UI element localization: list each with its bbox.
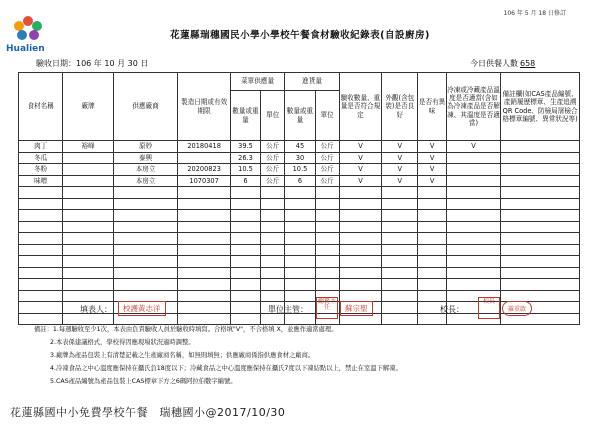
cell-in-qty: 6 [285,175,315,187]
cell-brand [63,244,113,256]
cell-cold [446,152,500,164]
cell-remarks [501,198,580,210]
cell-remarks [501,175,580,187]
header-mfg-date: 製造日期或有效期限 [178,73,230,141]
cell-remarks [501,141,580,153]
cell-odor [418,198,446,210]
filler-label: 填表人： [80,305,112,314]
cell-odor: V [418,175,446,187]
cell-odor: V [418,152,446,164]
cell-odor [418,210,446,222]
table-row [19,141,580,153]
cell-order-unit: 公斤 [261,152,285,164]
logo-text: Hualien [6,44,45,54]
cell-name: 肉丁 [19,141,63,153]
cell-order-qty [230,210,260,222]
note-line: 備註：1.每週驗收至少1次，本表由負責驗收人員於驗收時填寫。合格填"V"，不合格填 X，並應作適當處理。 [34,326,338,333]
header-cold-temp: 冷凍或冷藏產品溫度是否適當(含如為冷凍產品是否解凍、其溫度是否適當) [446,73,500,141]
header-odor: 是否有異味 [418,73,446,141]
cell-brand: 裕峰 [63,141,113,153]
cell-in-qty [285,290,315,302]
cell-in-qty: 45 [285,141,315,153]
cell-package [382,221,418,233]
cell-accept [339,244,381,256]
cell-cold [446,279,500,291]
cell-order-unit [261,244,285,256]
cell-supplier: 本房立 [113,164,178,176]
cell-in-qty [285,244,315,256]
cell-supplier [113,233,178,245]
cell-brand [63,152,113,164]
cell-mfg: 20200823 [178,164,230,176]
header-accept: 驗收數量、重量是否符合規定 [339,73,381,141]
table-row [19,152,580,164]
footer-caption: 花蓮縣國中小免費學校午餐 瑞穗國小@2017/10/30 [10,406,286,419]
cell-accept [339,187,381,199]
cell-remarks [501,187,580,199]
cell-accept [339,221,381,233]
cell-package: V [382,152,418,164]
cell-in-unit [315,210,339,222]
table-row [19,233,580,245]
cell-order-qty [230,233,260,245]
cell-brand [63,233,113,245]
cell-order-qty [230,302,260,314]
header-name: 食材名稱 [19,73,63,141]
cell-brand [63,187,113,199]
cell-cold [446,267,500,279]
cell-remarks [501,152,580,164]
cell-name [19,221,63,233]
cell-supplier: 泰興 [113,152,178,164]
cell-remarks [501,256,580,268]
cell-order-qty [230,244,260,256]
cell-mfg [178,279,230,291]
cell-mfg [178,302,230,314]
cell-supplier [113,187,178,199]
cell-remarks [501,164,580,176]
cell-order-qty: 26.3 [230,152,260,164]
cell-supplier [113,244,178,256]
cell-mfg [178,187,230,199]
cell-name [19,233,63,245]
page-title: 花蓮縣瑞穗國民小學小學校午餐食材驗收紀錄表(自設廚房) [170,30,430,41]
cell-brand [63,221,113,233]
cell-odor [418,233,446,245]
header-in-qty: 數量或重量 [285,91,315,141]
cell-cold [446,221,500,233]
cell-name [19,187,63,199]
acceptance-table [18,72,580,325]
header-order-qty: 數量或重量 [230,91,260,141]
cell-supplier [113,221,178,233]
filler-stamp: 校護黃志洋 [118,301,166,316]
cell-order-unit [261,221,285,233]
cell-in-qty [285,256,315,268]
cell-order-qty [230,256,260,268]
cell-mfg [178,152,230,164]
cell-in-qty [285,279,315,291]
cell-odor [418,279,446,291]
cell-package [382,279,418,291]
cell-package [382,244,418,256]
cell-name: 味噌 [19,175,63,187]
cell-package [382,302,418,314]
cell-cold [446,244,500,256]
header-package: 外觀(含包裝)是否良好 [382,73,418,141]
cell-in-unit: 公斤 [315,175,339,187]
cell-remarks [501,279,580,291]
cell-order-unit [261,267,285,279]
cell-remarks [501,290,580,302]
cell-mfg [178,198,230,210]
cell-remarks [501,267,580,279]
cell-package: V [382,175,418,187]
cell-package [382,256,418,268]
cell-in-unit [315,279,339,291]
cell-in-qty [285,210,315,222]
cell-brand [63,267,113,279]
header-incoming-group: 進貨量 [285,73,339,91]
notes [34,323,594,388]
cell-odor [418,256,446,268]
cell-order-unit [261,233,285,245]
cell-supplier [113,210,178,222]
table-row [19,256,580,268]
cell-mfg [178,267,230,279]
cell-order-qty [230,198,260,210]
table-row [19,175,580,187]
cell-in-qty: 30 [285,152,315,164]
cell-in-qty [285,187,315,199]
table-row [19,279,580,291]
cell-order-unit [261,210,285,222]
cell-mfg [178,244,230,256]
cell-supplier [113,279,178,291]
cell-package: V [382,141,418,153]
cell-name [19,256,63,268]
cell-in-unit [315,256,339,268]
supervisor-stamp: 蘇宗聖 [340,301,373,316]
cell-order-qty [230,279,260,291]
cell-order-qty: 10.5 [230,164,260,176]
cell-name [19,279,63,291]
cell-brand [63,210,113,222]
cell-in-unit: 公斤 [315,164,339,176]
cell-cold [446,256,500,268]
cell-remarks [501,221,580,233]
cell-brand [63,175,113,187]
revision-date: 106 年 5 月 18 日修訂 [503,10,566,17]
cell-accept [339,279,381,291]
cell-name [19,198,63,210]
cell-order-qty [230,267,260,279]
cell-order-qty [230,187,260,199]
cell-accept [339,210,381,222]
cell-order-qty: 39.5 [230,141,260,153]
cell-odor: V [418,141,446,153]
cell-mfg [178,290,230,302]
cell-remarks [501,233,580,245]
cell-cold [446,175,500,187]
cell-cold [446,210,500,222]
header-order-group: 菜單供應量 [230,73,284,91]
cell-brand [63,290,113,302]
table-row [19,221,580,233]
cell-accept [339,233,381,245]
cell-cold [446,164,500,176]
table-row [19,164,580,176]
cell-mfg [178,210,230,222]
header-remarks: 備註欄(如CAS產品編號、產銷履歷標章、生產追溯QR Code、防檢局屠檢合格標章編號、異常狀況等) [501,73,580,141]
cell-in-qty [285,221,315,233]
cell-name [19,290,63,302]
cell-order-unit: 公斤 [261,175,285,187]
cell-order-unit [261,290,285,302]
cell-in-unit [315,233,339,245]
cell-in-qty [285,198,315,210]
cell-name: 冬粉 [19,164,63,176]
cell-accept: V [339,152,381,164]
cell-cold [446,233,500,245]
header-order-unit: 單位 [261,91,285,141]
cell-order-unit [261,187,285,199]
cell-mfg [178,221,230,233]
cell-odor [418,290,446,302]
cell-name [19,267,63,279]
cell-order-qty: 6 [230,175,260,187]
cell-accept [339,267,381,279]
cell-supplier [113,198,178,210]
cell-name [19,210,63,222]
cell-accept [339,256,381,268]
cell-package [382,290,418,302]
cell-brand [63,164,113,176]
cell-mfg [178,256,230,268]
cell-accept: V [339,175,381,187]
cell-package: V [382,164,418,176]
meal-count [470,58,535,69]
cell-odor: V [418,164,446,176]
table-row [19,210,580,222]
cell-accept [339,198,381,210]
table-row [19,267,580,279]
cell-odor [418,221,446,233]
header-brand: 廠牌 [63,73,113,141]
header-in-unit: 單位 [315,91,339,141]
note-line: 4.冷凍食品之中心溫度應保持在攝氏負18度以下；冷藏食品之中心溫度應保持在攝氏7度以下凍結點以上，禁止在室溫下解凍。 [50,365,402,372]
cell-name: 冬瓜 [19,152,63,164]
supervisor-label: 單位主管： [268,305,308,314]
cell-in-qty [285,233,315,245]
cell-brand [63,198,113,210]
cell-supplier: 原妙 [113,141,178,153]
cell-in-unit: 公斤 [315,141,339,153]
table-row [19,187,580,199]
note-line: 3.廠牌為產品包裝上有清楚記載之生產廠商名稱，如無則填無；供應廠商係指供應食材之廠商。 [50,352,315,359]
cell-in-unit [315,244,339,256]
cell-order-unit: 公斤 [261,141,285,153]
meal-count-label: 今日供餐人數 [470,59,518,68]
meal-count-value: 658 [520,59,536,68]
table-row [19,198,580,210]
receipt-date: 驗收日期：106 年 10 月 30 日 [36,59,149,68]
cell-order-unit: 公斤 [261,164,285,176]
supervisor-title-stamp: 總務主任 [316,297,338,319]
cell-odor [418,187,446,199]
principal-stamp: 羅重啟 [502,301,532,316]
principal-title-stamp: 校長 [478,297,500,319]
cell-in-unit [315,267,339,279]
cell-accept: V [339,141,381,153]
cell-in-qty: 10.5 [285,164,315,176]
table-row [19,244,580,256]
cell-cold [446,187,500,199]
cell-name [19,244,63,256]
cell-order-unit [261,256,285,268]
cell-in-unit: 公斤 [315,152,339,164]
cell-remarks [501,244,580,256]
cell-accept [339,290,381,302]
cell-order-unit [261,198,285,210]
cell-in-unit [315,198,339,210]
cell-remarks [501,210,580,222]
cell-accept: V [339,164,381,176]
cell-cold [446,198,500,210]
note-line: 2.本表係建議格式，學校得因應現場狀況適時調整。 [50,339,195,346]
cell-cold: V [446,141,500,153]
cell-package [382,210,418,222]
cell-mfg: 20180418 [178,141,230,153]
cell-brand [63,256,113,268]
cell-supplier: 本房立 [113,175,178,187]
cell-package [382,267,418,279]
cell-supplier [113,267,178,279]
cell-mfg: 1070307 [178,175,230,187]
cell-brand [63,279,113,291]
cell-name [19,302,63,314]
cell-supplier [113,256,178,268]
cell-mfg [178,233,230,245]
cell-package [382,187,418,199]
header-supplier: 供應廠商 [113,73,178,141]
cell-in-unit [315,221,339,233]
cell-in-unit [315,187,339,199]
cell-order-qty [230,290,260,302]
principal-label: 校長： [440,305,464,314]
cell-order-qty [230,221,260,233]
note-line: 5.CAS產品編號為產品包裝上CAS標章下方之6碼阿拉伯數字編號。 [50,378,237,385]
cell-package [382,233,418,245]
cell-in-qty [285,267,315,279]
cell-order-unit [261,279,285,291]
cell-package [382,198,418,210]
cell-odor [418,267,446,279]
cell-supplier [113,290,178,302]
cell-odor [418,244,446,256]
